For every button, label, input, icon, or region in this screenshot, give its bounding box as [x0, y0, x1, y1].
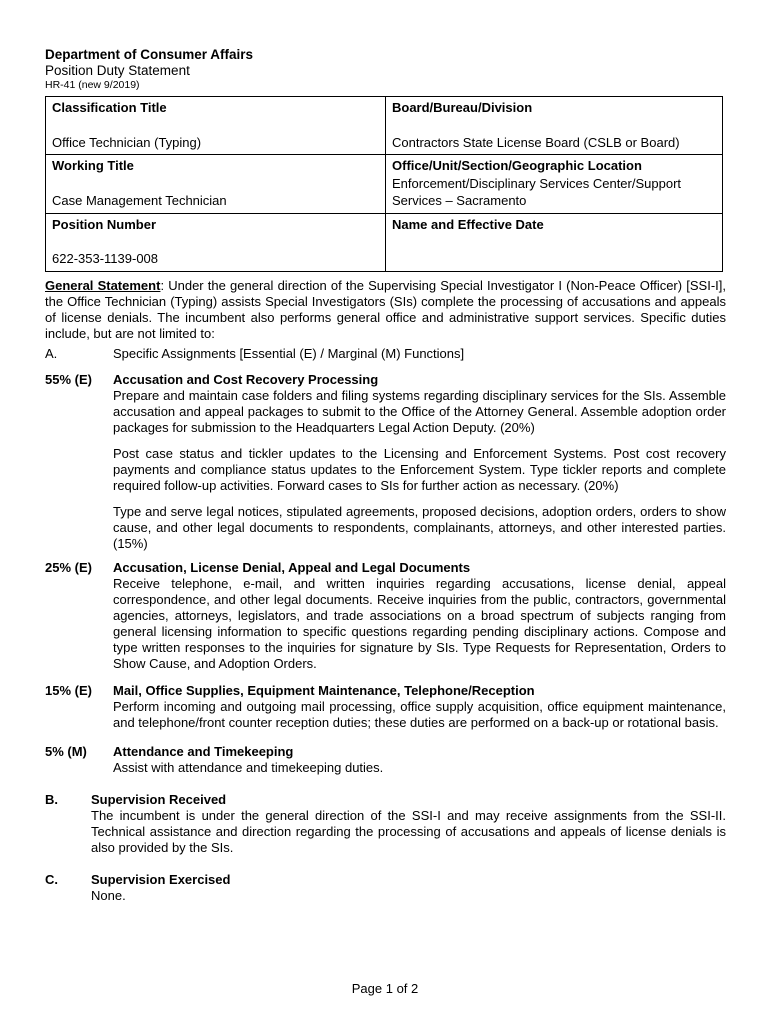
working-title-cell [46, 155, 386, 214]
position-info-table [45, 96, 723, 272]
duty-paragraph: Perform incoming and outgoing mail processing, office supply acquisition, office equipment maintenance, and telephone/front counter reception duties; these duties are performed on a back-up or rotational basis. [113, 698, 726, 730]
section-b-key: B. [45, 791, 58, 807]
duty-title: Attendance and Timekeeping [113, 743, 294, 759]
office-location-cell [386, 155, 723, 214]
duty-item [45, 683, 726, 731]
name-effective-date-cell [386, 213, 723, 271]
board-cell [386, 97, 723, 155]
general-statement [45, 278, 726, 342]
name-effective-date-label: Name and Effective Date [392, 216, 544, 232]
duty-paragraph: Prepare and maintain case folders and filing systems regarding disciplinary services for the SIs. Assemble accusation and appeal packages to submit to the Office of the Attorney General. Assemble adoption order packages for submission to the Headquarters Legal Action Deputy. (20%) [113, 387, 726, 435]
general-statement-text: : Under the general direction of the Supervising Special Investigator I (Non-Peace Officer) [SSI-I], the Office Technician (Typing) assists Special Investigators (SIs) complete the processing of accusations and appeals of license denials. The incumbent also performs general office and administrative support services. Specific duties include, but are not limited to: [45, 277, 726, 341]
general-statement-label: General Statement [45, 277, 161, 293]
section-a-key: A. [45, 345, 58, 361]
duty-item [45, 744, 726, 776]
duty-title: Accusation, License Denial, Appeal and Legal Documents [113, 559, 471, 575]
duty-percent: 5% (M) [45, 743, 87, 759]
section-c-text: None. [91, 887, 126, 903]
section-a [45, 346, 726, 364]
duty-item [45, 560, 726, 672]
position-number-label: Position Number [52, 216, 157, 232]
section-c-title: Supervision Exercised [91, 871, 231, 887]
section-b-text: The incumbent is under the general direction of the SSI-I and may receive assignments from the SSI-II. Technical assistance and direction regarding the processing of accusations and appeals of license denials is also provided by the SIs. [91, 807, 726, 855]
page-number: Page 1 of 2 [351, 981, 419, 996]
document-page [45, 46, 726, 904]
board-value: Contractors State License Board (CSLB or Board) [392, 134, 680, 150]
duty-paragraph: Assist with attendance and timekeeping duties. [113, 759, 384, 775]
section-b-title: Supervision Received [91, 791, 227, 807]
duty-paragraph: Receive telephone, e-mail, and written inquiries regarding accusations, license denial, appeal correspondence, and other legal documents. Receive inquiries from the public, contractors, governmental agencies, attorneys, legislators, and trade associations on a broad spectrum of subjects ranging from general licensing information to specific questions regarding pending disciplinary actions. Compose and type written responses to the inquiries for signature by SIs. Type Requests for Representation, Orders to Show Cause, and Adoption Orders. [113, 575, 726, 671]
board-label: Board/Bureau/Division [392, 100, 533, 115]
classification-title-label: Classification Title [52, 100, 167, 115]
section-c [45, 872, 726, 904]
duty-percent: 25% (E) [45, 559, 92, 575]
duty-percent: 55% (E) [45, 371, 92, 387]
info-row-3 [46, 213, 723, 271]
section-a-text: Specific Assignments [Essential (E) / Marginal (M) Functions] [113, 345, 465, 361]
classification-title-cell [46, 97, 386, 155]
duty-paragraph: Type and serve legal notices, stipulated agreements, proposed decisions, adoption orders, orders to show cause, and other legal documents to respondents, complainants, attorneys, and other interested parties. (15%) [113, 503, 726, 551]
position-number-value: 622-353-1139-008 [52, 251, 159, 266]
info-row-2 [46, 155, 723, 214]
office-location-value: Enforcement/Disciplinary Services Center/Support Services – Sacramento [392, 175, 682, 208]
department-name: Department of Consumer Affairs [45, 47, 254, 62]
classification-title-value: Office Technician (Typing) [52, 134, 202, 150]
section-c-key: C. [45, 871, 58, 887]
duty-title: Accusation and Cost Recovery Processing [113, 371, 379, 387]
office-location-label: Office/Unit/Section/Geographic Location [392, 158, 642, 173]
duty-title: Mail, Office Supplies, Equipment Maintenance, Telephone/Reception [113, 682, 535, 698]
working-title-label: Working Title [52, 158, 134, 173]
duty-paragraph: Post case status and tickler updates to the Licensing and Enforcement Systems. Post cost recovery payments and compliance status updates to the Enforcement System. Type tickler reports and complete required follow-up activities. Forward cases to SIs for further action as necessary. (20%) [113, 445, 726, 493]
position-number-cell [46, 213, 386, 271]
duty-percent: 15% (E) [45, 682, 92, 698]
duty-item [45, 372, 726, 552]
section-b [45, 792, 726, 856]
form-code: HR-41 (new 9/2019) [45, 79, 140, 91]
info-row-1 [46, 97, 723, 155]
working-title-value: Case Management Technician [52, 192, 227, 208]
document-title: Position Duty Statement [45, 63, 190, 78]
